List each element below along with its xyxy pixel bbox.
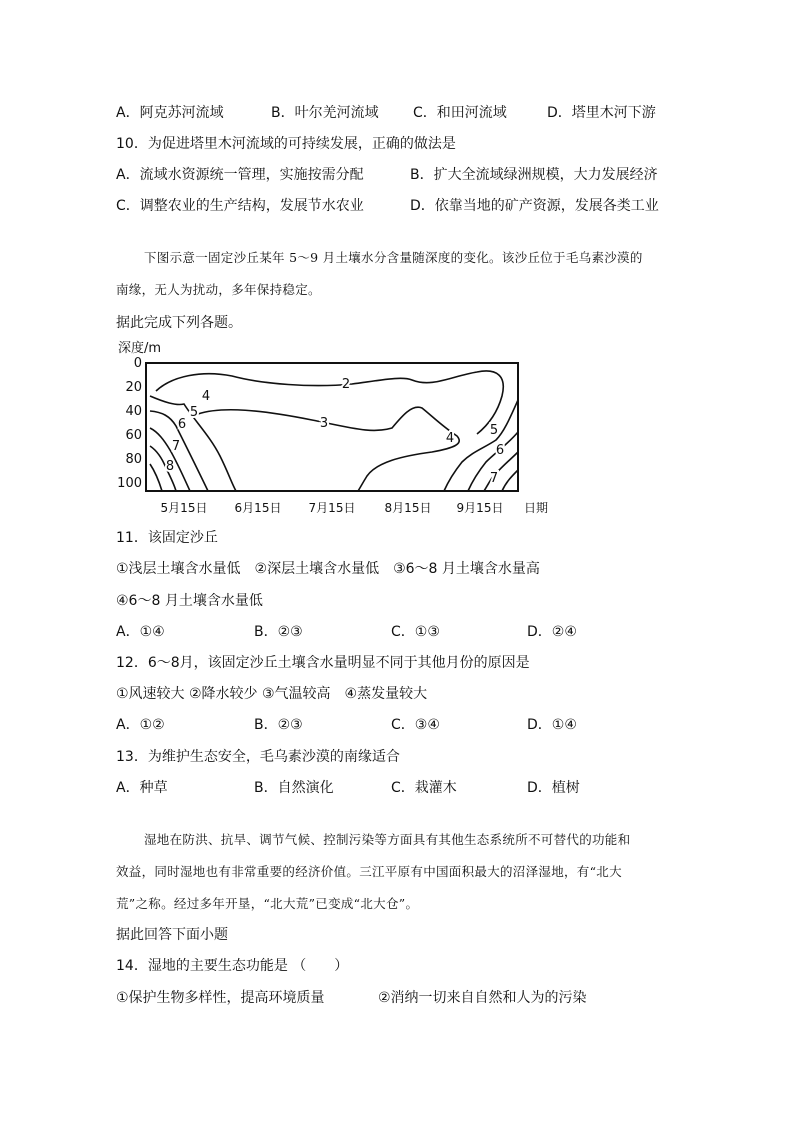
x-tick-sep15: 9月15日 bbox=[456, 501, 504, 515]
q11-choices-line1: ①浅层土壤含水量低 ②深层土壤含水量低 ③6～8 月土壤含水量高 bbox=[116, 561, 540, 577]
x-tick-may15: 5月15日 bbox=[160, 501, 208, 515]
q11-option-b: B．②③ bbox=[254, 624, 303, 640]
isoline-7-right bbox=[502, 470, 518, 491]
y-tick-0: 0 bbox=[133, 356, 142, 371]
y-tick-20: 20 bbox=[125, 380, 142, 395]
contour-label-6-left: 6 bbox=[177, 417, 187, 432]
q13-option-a: A．种草 bbox=[116, 780, 168, 796]
q10-option-d: D．依靠当地的矿产资源，发展各类工业 bbox=[410, 198, 659, 214]
contour-label-3: 3 bbox=[319, 416, 329, 431]
q9-option-d: D．塔里木河下游 bbox=[547, 105, 656, 121]
contour-label-7-left: 7 bbox=[171, 439, 181, 454]
contour-label-4-right: 4 bbox=[445, 431, 455, 446]
contour-labels bbox=[166, 377, 504, 486]
passage2-instruction: 据此完成下列各题。 bbox=[116, 315, 242, 331]
q11-stem: 11．该固定沙丘 bbox=[116, 530, 218, 546]
passage2-line1: 下图示意一固定沙丘某年 5～9 月土壤水分含量随深度的变化。该沙丘位于毛乌素沙漠的 bbox=[144, 250, 643, 265]
q12-option-c: C．③④ bbox=[391, 717, 440, 733]
passage3-line3: 荒”之称。经过多年开垦，“北大荒”已变成“北大仓”。 bbox=[116, 896, 419, 911]
q13-option-b: B．自然演化 bbox=[254, 780, 334, 796]
isoline-8-left bbox=[150, 464, 162, 491]
q10-option-a: A．流域水资源统一管理，实施按需分配 bbox=[116, 167, 364, 183]
q11-option-a: A．①④ bbox=[116, 624, 165, 640]
q9-option-c: C．和田河流域 bbox=[413, 105, 507, 121]
contour-label-6-right: 6 bbox=[495, 443, 505, 458]
q12-option-d: D．①④ bbox=[527, 717, 577, 733]
isoline-3 bbox=[198, 407, 459, 491]
q11-choices-line2: ④6～8 月土壤含水量低 bbox=[116, 593, 263, 609]
contour-label-2: 2 bbox=[341, 377, 351, 392]
q14-choice-1: ①保护生物多样性，提高环境质量 bbox=[116, 990, 325, 1006]
q9-option-a: A．阿克苏河流域 bbox=[116, 105, 224, 121]
x-tick-aug15: 8月15日 bbox=[384, 501, 432, 515]
y-tick-100: 100 bbox=[117, 476, 142, 491]
y-tick-80: 80 bbox=[125, 452, 142, 467]
soil-moisture-contour-chart bbox=[112, 336, 562, 526]
contour-label-8-left: 8 bbox=[165, 459, 175, 474]
passage3-instruction: 据此回答下面小题 bbox=[116, 927, 228, 943]
q13-option-d: D．植树 bbox=[527, 780, 580, 796]
q10-option-c: C．调整农业的生产结构，发展节水农业 bbox=[116, 198, 364, 214]
q12-stem: 12．6～8月，该固定沙丘土壤含水量明显不同于其他月份的原因是 bbox=[116, 655, 530, 671]
x-tick-labels bbox=[161, 501, 504, 515]
q14-choice-2: ②消纳一切来自自然和人为的污染 bbox=[378, 990, 587, 1006]
q12-option-a: A．①② bbox=[116, 717, 165, 733]
y-tick-60: 60 bbox=[125, 428, 142, 443]
x-tick-jun15: 6月15日 bbox=[234, 501, 282, 515]
x-axis-label: 日期 bbox=[523, 501, 549, 515]
contour-label-5-right: 5 bbox=[489, 423, 499, 438]
q13-option-c: C．栽灌木 bbox=[391, 780, 457, 796]
contour-label-7-right: 7 bbox=[489, 471, 499, 486]
q11-option-d: D．②④ bbox=[527, 624, 577, 640]
y-axis-label: 深度/m bbox=[118, 341, 162, 356]
q11-option-c: C．①③ bbox=[391, 624, 440, 640]
passage3-line2: 效益，同时湿地也有非常重要的经济价值。三江平原有中国面积最大的沼泽湿地，有“北大 bbox=[116, 864, 622, 879]
q9-option-b: B．叶尔羌河流域 bbox=[271, 105, 379, 121]
contour-label-4-left: 4 bbox=[201, 389, 211, 404]
q12-option-b: B．②③ bbox=[254, 717, 303, 733]
q14-stem: 14．湿地的主要生态功能是 （ ） bbox=[116, 958, 349, 974]
q13-stem: 13．为维护生态安全，毛乌素沙漠的南缘适合 bbox=[116, 749, 400, 765]
passage3-line1: 湿地在防洪、抗旱、调节气候、控制污染等方面具有其他生态系统所不可替代的功能和 bbox=[144, 832, 631, 847]
q12-choices: ①风速较大 ②降水较少 ③气温较高 ④蒸发量较大 bbox=[116, 686, 428, 702]
y-tick-labels bbox=[117, 356, 142, 491]
q10-option-b: B．扩大全流域绿洲规模，大力发展经济 bbox=[410, 167, 658, 183]
q10-stem: 10．为促进塔里木河流域的可持续发展，正确的做法是 bbox=[116, 136, 456, 152]
contour-label-5-left: 5 bbox=[189, 405, 199, 420]
x-tick-jul15: 7月15日 bbox=[308, 501, 356, 515]
y-tick-40: 40 bbox=[125, 404, 142, 419]
passage2-line2: 南缘，无人为扰动，多年保持稳定。 bbox=[116, 282, 321, 297]
